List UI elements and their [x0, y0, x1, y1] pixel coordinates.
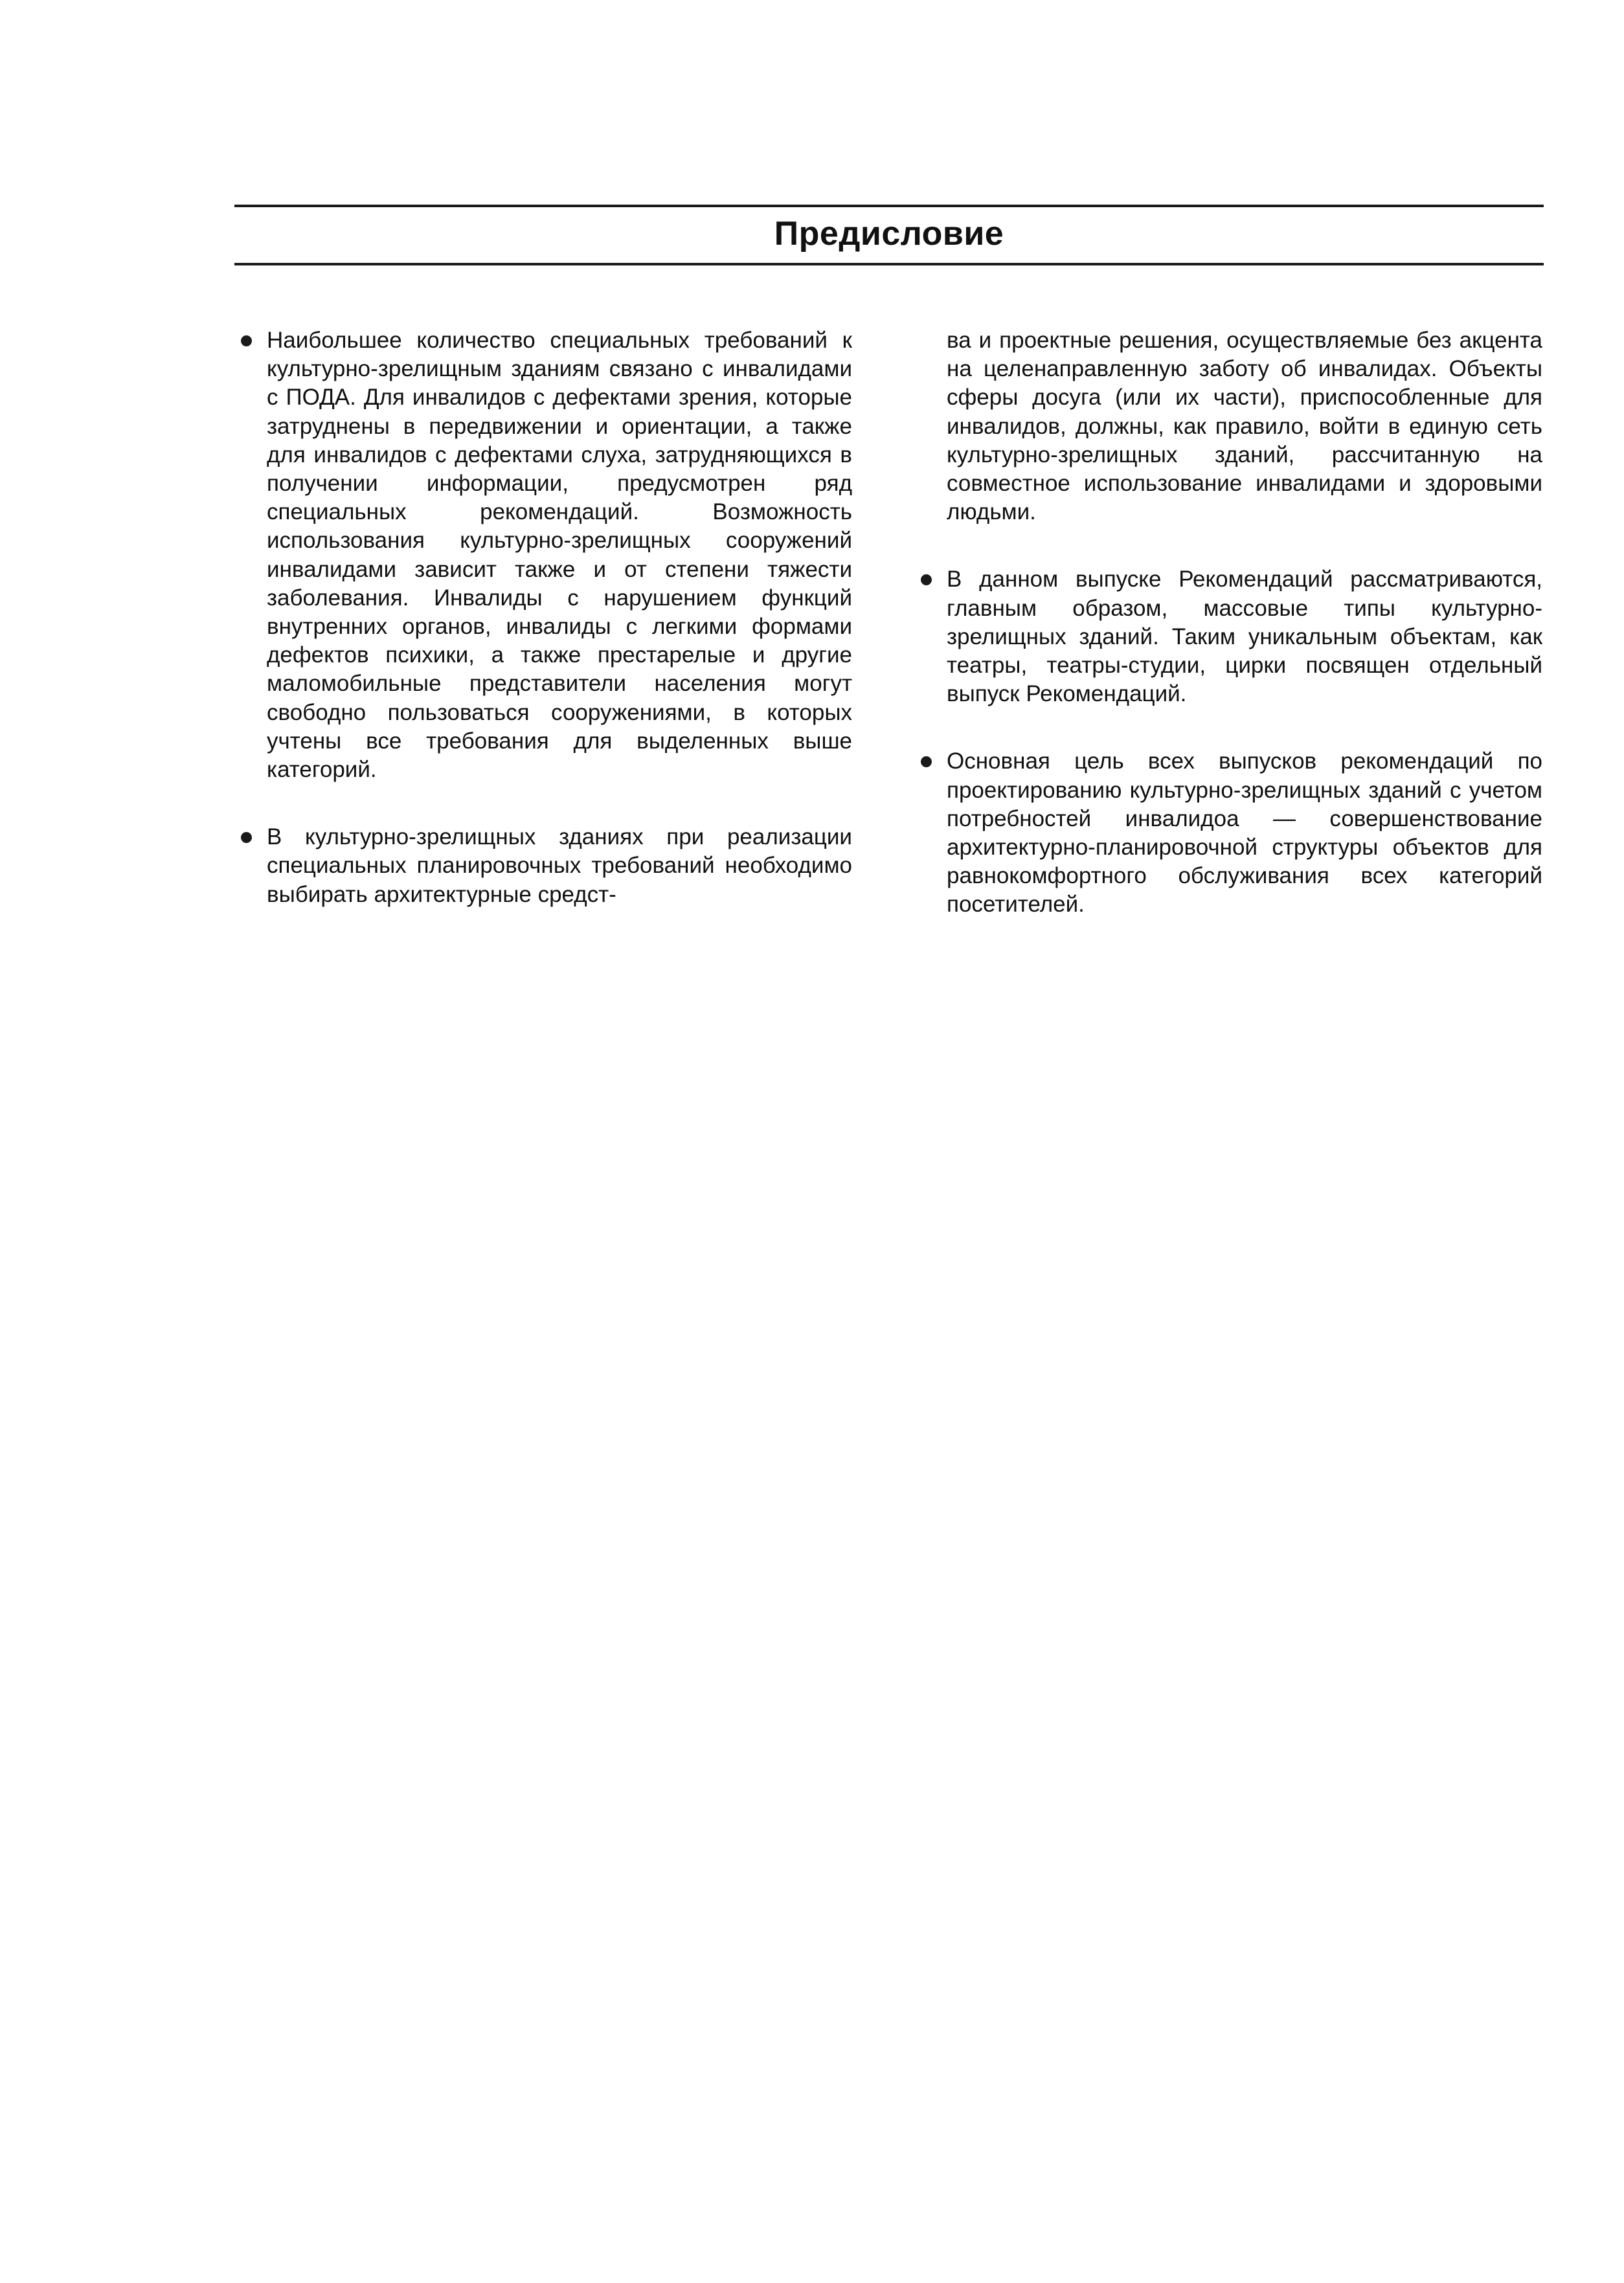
header-rule-bottom — [234, 263, 1544, 265]
bullet-paragraph — [267, 823, 852, 909]
bullet-paragraph — [947, 747, 1542, 919]
paragraph-text: В культурно-зрелищных зданиях при реализации специальных планировочных требований необходимо выбирать архитектурные средст- — [267, 824, 852, 907]
bullet-paragraph — [947, 565, 1542, 708]
paragraph-text: В данном выпуске Рекомендаций рассматриваются, главным образом, массовые типы культурно-зрелищных зданий. Таким уникальным объектам, как театры, театры-студии, цирки посвящен отдельный выпуск Рекомендаций. — [947, 567, 1542, 707]
page-title: Предисловие — [774, 215, 1004, 253]
bullet-paragraph — [267, 326, 852, 784]
paragraph-text: Основная цель всех выпусков рекомендаций по проектированию культурно-зрелищных зданий с учетом потребностей инвалидоа — совершенствование архитектурно-планировочной структуры объектов для равнокомфортного обслуживания всех категорий посетителей. — [947, 748, 1542, 917]
bullet-icon — [241, 335, 252, 346]
right-column — [947, 326, 1542, 919]
bullet-icon — [241, 832, 252, 843]
bullet-icon — [921, 574, 932, 585]
paragraph-text: Наибольшее количество специальных требований к культурно-зрелищным зданиям связано с инвалидами с ПОДА. Для инвалидов с дефектами зрения, которые затруднены в передвижении и ориентации, а также для инвалидов с дефектами слуха, затрудняющихся в получении информации, предусмотрен ряд специальных рекомендаций. Возможность использования культурно-зрелищных сооружений инвалидами зависит также и от степени тяжести заболевания. Инвалиды с нарушением функций внутренних органов, инвалиды с легкими формами дефектов психики, а также престарелые и другие маломобильные представители населения могут свободно пользоваться сооружениями, в которых учтены все требования для выделенных выше категорий. — [267, 328, 852, 783]
bullet-icon — [921, 756, 932, 767]
paragraph-text: ва и проектные решения, осуществляемые без акцента на целенаправленную заботу об инвалидах. Объекты сферы досуга (или их части), приспособленные для инвалидов, должны, как правило, войти в единую сеть культурно-зрелищных зданий, рассчитанную на совместное использование инвалидами и здоровыми людьми. — [947, 328, 1542, 525]
continued-paragraph — [947, 326, 1542, 526]
left-column — [267, 326, 852, 909]
